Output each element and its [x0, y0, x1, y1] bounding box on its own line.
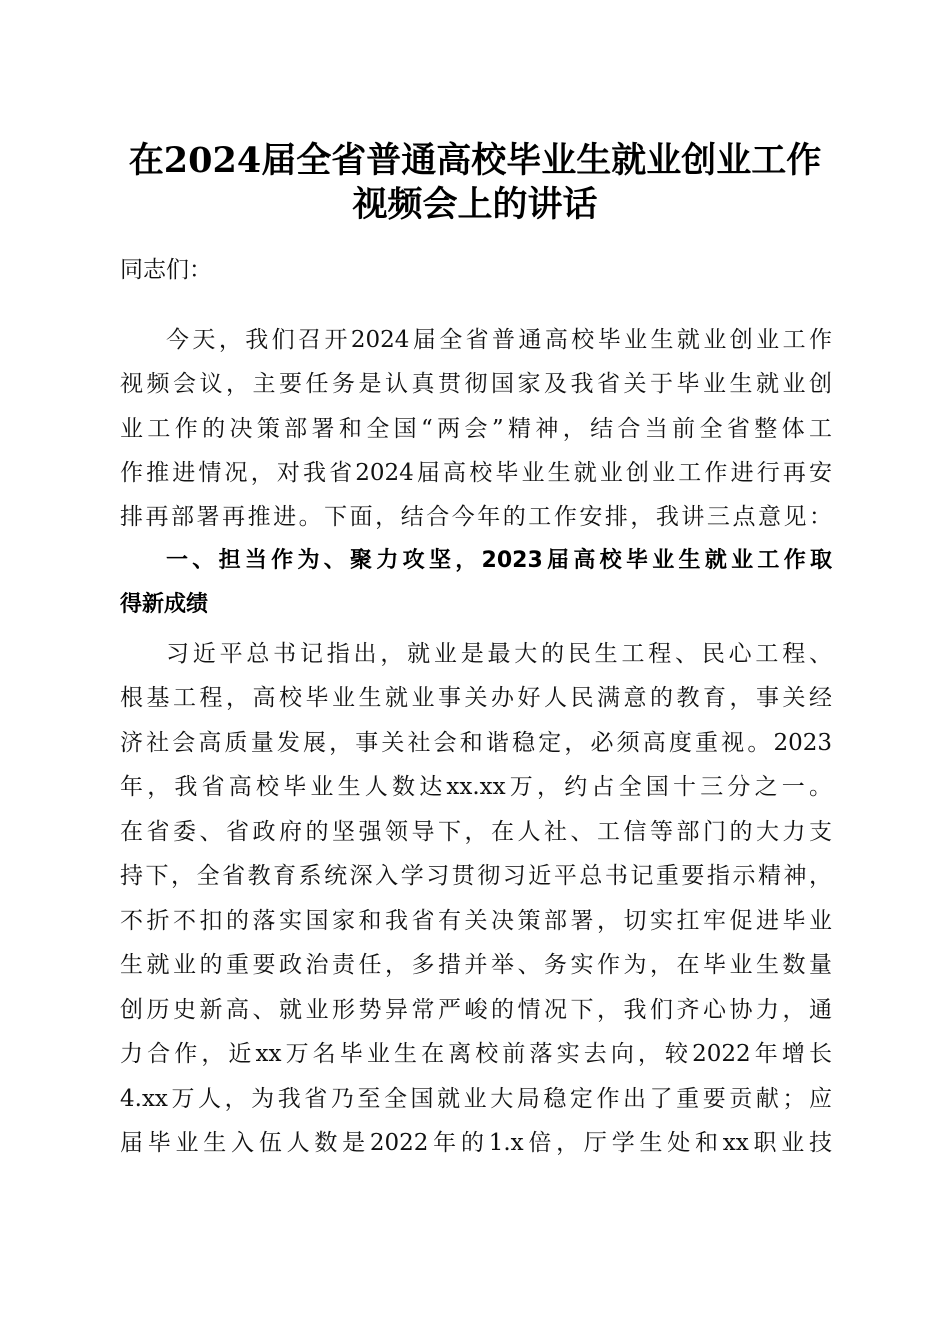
paragraph-1-line-2: 视频会议，主要任务是认真贯彻国家及我省关于毕业生就业创 [120, 371, 832, 397]
paragraph-2-line-7: 不折不扣的落实国家和我省有关决策部署，切实扛牢促进毕业 [120, 908, 832, 934]
paragraph-1-line-3: 业工作的决策部署和全国“两会”精神，结合当前全省整体工 [120, 416, 832, 442]
paragraph-2-line-9: 创历史新高、就业形势异常严峻的情况下，我们齐心协力，通 [120, 997, 832, 1023]
section-heading-1-line-2: 得新成绩 [120, 592, 209, 617]
paragraph-2-line-5: 在省委、省政府的坚强领导下，在人社、工信等部门的大力支 [120, 819, 832, 845]
paragraph-2-line-1: 习近平总书记指出，就业是最大的民生工程、民心工程、 [166, 641, 832, 667]
paragraph-2-line-4: 年，我省高校毕业生人数达xx.xx万，约占全国十三分之一。 [120, 774, 832, 800]
paragraph-1-line-1: 今天，我们召开2024届全省普通高校毕业生就业创业工作 [166, 327, 832, 353]
paragraph-1-line-4: 作推进情况，对我省2024届高校毕业生就业创业工作进行再安 [120, 460, 832, 486]
paragraph-2-line-3: 济社会高质量发展，事关社会和谐稳定，必须高度重视。2023 [120, 730, 832, 756]
paragraph-2-line-10: 力合作，近xx万名毕业生在离校前落实去向，较2022年增长 [120, 1041, 832, 1067]
paragraph-2-line-11: 4.xx万人，为我省乃至全国就业大局稳定作出了重要贡献；应 [120, 1086, 832, 1112]
paragraph-2-line-8: 生就业的重要政治责任，多措并举、务实作为，在毕业生数量 [120, 952, 832, 978]
paragraph-1-line-5: 排再部署再推进。下面，结合今年的工作安排，我讲三点意见： [120, 504, 832, 530]
section-heading-1-line-1: 一、担当作为、聚力攻坚，2023届高校毕业生就业工作取 [166, 548, 832, 573]
title-line-1: 在2024届全省普通高校毕业生就业创业工作 [128, 140, 822, 181]
paragraph-2-line-6: 持下，全省教育系统深入学习贯彻习近平总书记重要指示精神， [120, 863, 832, 889]
salutation: 同志们： [120, 257, 212, 283]
paragraph-2-line-12: 届毕业生入伍人数是2022年的1.x倍，厅学生处和xx职业技 [120, 1130, 832, 1156]
paragraph-2-line-2: 根基工程，高校毕业生就业事关办好人民满意的教育，事关经 [120, 685, 832, 711]
title-line-2: 视频会上的讲话 [352, 184, 598, 225]
